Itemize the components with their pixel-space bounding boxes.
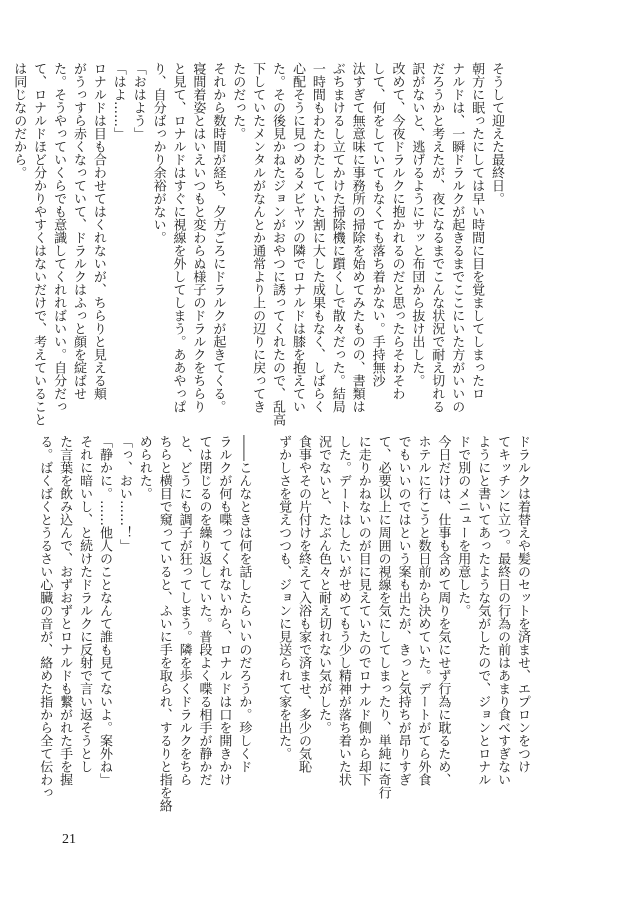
text-line: 「おはよう」 — [130, 62, 146, 140]
text-line: ロナルドは目も合わせてはくれないが、ちらりと見える頬 — [90, 62, 106, 400]
text-line: 心配そうに見つめるメビヤツの隣でロナルドは膝を抱えてい — [289, 62, 305, 413]
text-line: でもいいのではという案も出たが、きっと気持ちが昂りすぎ — [395, 435, 411, 786]
text-line: 一時間もわたわたしていた割に大した成果もなく、しばらく — [309, 62, 325, 413]
upper-text-block — [11, 62, 506, 426]
text-line: ナルドは、一瞬ドラルクが起きるまでここにいた方がいいの — [449, 62, 465, 413]
text-line: たのだった。 — [230, 62, 246, 140]
text-line: それに暗いし、と続けたドラルクに反射で言い返そうとし — [77, 435, 93, 773]
text-line: た言葉を飲み込んで、おずおずとロナルドも繋がれた手を握 — [57, 435, 73, 786]
lower-text-block — [37, 435, 532, 812]
text-line: 朝方に眠ったにしては早い時間に目を覚ましてしまったロ — [469, 62, 485, 400]
text-line: り、自分ばっかり余裕がない。 — [150, 62, 166, 244]
text-line: 「静かに。……他人のことなんて誰も見てないよ。案外ね」 — [96, 435, 112, 786]
text-line — [253, 435, 273, 765]
text-line: した。デートはしたいがせめてもう少し精神が落ち着いた状 — [335, 435, 351, 786]
text-line: ずかしさを覚えつつも、ジョンに見送られて家を出た。 — [276, 435, 292, 760]
text-line: 「っ、おい……！」 — [116, 435, 132, 552]
text-line: ラルクが何も喋ってくれないから、ロナルドは口を開きかけ — [216, 435, 232, 786]
page-number: 21 — [62, 832, 76, 847]
text-line: して、何をしていてもなくても落ち着かない。手持無沙 — [369, 62, 385, 387]
text-line: められた。 — [136, 435, 152, 500]
text-line: そうして迎えた最終日。 — [489, 62, 504, 205]
text-line: ちらと横目で窺っていると、ふいに手を取られ、するりと指を絡 — [156, 435, 172, 812]
text-line: 寝間着姿とはいえいつもと変わらぬ様子のドラルクをちらり — [190, 62, 206, 413]
text-line: に走りかねないのが目に見えていたのでロナルド側から却下 — [355, 435, 371, 786]
text-line: ドで別のメニューを用意した。 — [455, 435, 471, 617]
text-line: 食事やその片付けを終えて入浴も家で済ませ、多少の気恥 — [296, 435, 312, 773]
text-line: る。ばくばくとうるさい心臓の音が、絡めた指から全て伝わっ — [37, 435, 53, 799]
text-line: 汰すぎて無意味に事務所の掃除を始めてみたものの、書類は — [349, 62, 365, 413]
text-line: ――こんなときは何を話したらいいのだろうか。珍しくド — [236, 435, 252, 773]
text-line: 「はよ……」 — [110, 62, 126, 140]
text-line: てキッチンに立つ。最終日の行為の前はあまり食べすぎない — [495, 435, 511, 786]
text-line: 改めて、今夜ドラルクに抱かれるのだと思ったらそわそわ — [389, 62, 405, 400]
text-line: ドラルクは着替えや髪のセットを済ませ、エプロンをつけ — [515, 435, 530, 773]
text-line: は同じなのだから。 — [11, 62, 27, 179]
text-line: と見て、ロナルドはすぐに視線を外してしまう。ああやっぱ — [170, 62, 186, 413]
text-line: がうっすら赤くなっていて、ドラルクはふっと顔を綻ばせ — [70, 62, 86, 400]
text-line: ては閉じるのを繰り返していた。普段よく喋る相手が静かだ — [196, 435, 212, 786]
text-line: ぶちまけるし立てかけた掃除機に躓くしで散々だった。結局 — [329, 62, 345, 413]
text-line: ホテルに行こうと数日前から決めていた。デートがてら外食 — [415, 435, 431, 786]
text-line: た。そうやっていくらでも意識してくれればいい。自分だっ — [51, 62, 67, 413]
text-line: それから数時間が経ち、夕方ごろにドラルクが起きてくる。 — [210, 62, 226, 413]
text-line: た。その後見かねたジョンがおやつに誘ってくれたので、乱高 — [270, 62, 286, 426]
text-line: 今日だけは、仕事も含めて周りを気にせず行為に耽るため、 — [435, 435, 451, 786]
text-line: ようにと書いてあったような気がしたので、ジョンとロナル — [475, 435, 491, 786]
text-line: 況でないと、たぶん色々と耐え切れない気がした。 — [315, 435, 331, 734]
text-line: 下していたメンタルがなんとか通常より上の辺りに戻ってき — [250, 62, 266, 413]
text-line: だろうかと考えたが、夜になるまでこんな状況で耐え切れる — [429, 62, 445, 413]
text-line: て、必要以上に周囲の視線を気にしてしまったり、単純に奇行 — [375, 435, 391, 799]
text-line: と、どうにも調子が狂ってしまう。隣を歩くドラルクをちら — [176, 435, 192, 786]
text-line: て、ロナルドほど分かりやすくはないだけで、考えていること — [31, 62, 47, 426]
text-line: 訳がないと、逃げるようにサッと布団から抜け出した。 — [409, 62, 425, 387]
